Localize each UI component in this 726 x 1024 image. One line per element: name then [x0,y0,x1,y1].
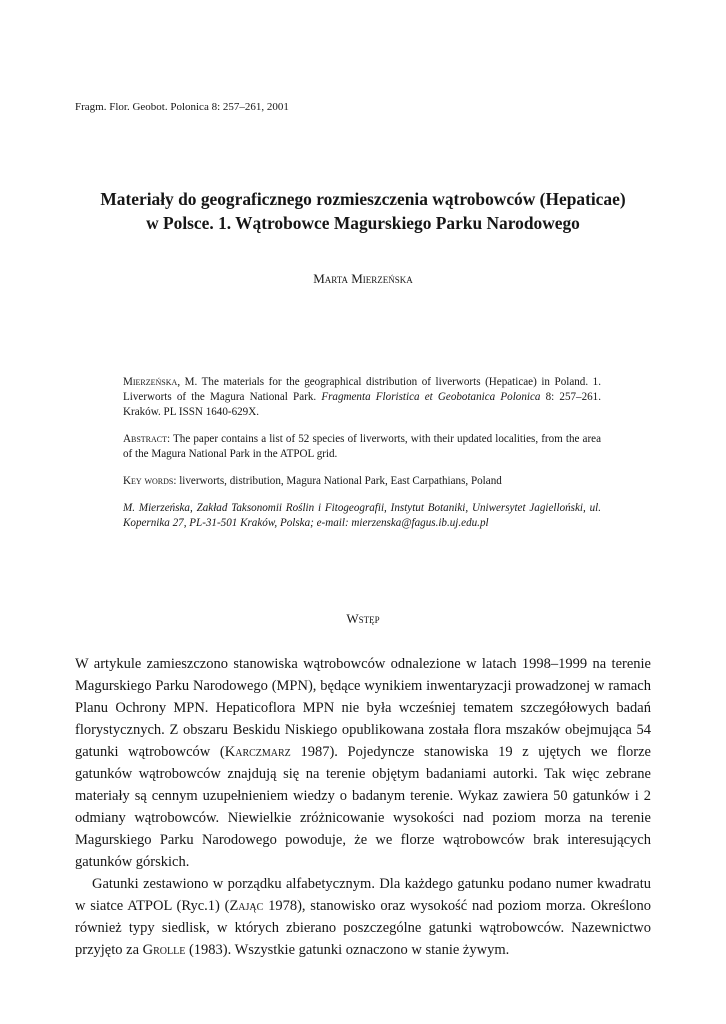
journal-reference: Fragm. Flor. Geobot. Polonica 8: 257–261, 2001 [75,101,289,113]
author-affiliation: M. Mierzeńska, Zakład Taksonomii Roślin i Fitogeografii, Instytut Botaniki, Uniwersytet Jagielloński, ul. Kopernika 27, PL-31-501 Kraków, Polska; e-mail: mierzenska@fagus.ib.uj.edu.pl [123,502,601,529]
keywords-text: : liverworts, distribution, Magura National Park, East Carpathians, Poland [173,475,502,487]
keywords [123,474,601,489]
citation-tail: 8: 257–261. Kraków. PL ISSN 1640-629X. [123,391,601,418]
author-name: Marta Mierzeńska [313,271,413,286]
abstract [123,432,601,462]
title-line-2: w Polsce. 1. Wątrobowce Magurskiego Parku Narodowego [146,213,580,233]
paragraph-text: (1983). Wszystkie gatunki oznaczono w stanie żywym. [185,942,510,958]
abstract-block [123,375,601,543]
citation-journal: Fragmenta Floristica et Geobotanica Polonica [321,391,541,403]
paragraph-text: 1987). Pojedyncze stanowiska 19 z ujętych we florze gatunków wątrobowców znajdują się na terenie objętym badaniami autorki. Tak więc zebrane materiały są cennym uzupełnieniem wiedzy o badanym terenie. Wykaz zawiera 50 gatunków i 2 odmiany wątrobowców. Niewielkie zróżnicowanie wysokości nad poziom morza na terenie Magurskiego Parku Narodowego powoduje, że we florze wątrobowców brak interesujących gatunków górskich. [75,744,651,870]
section-heading: Wstęp [346,611,380,626]
article-title [40,187,686,235]
title-line-1: Materiały do geograficznego rozmieszczenia wątrobowców (Hepaticae) [100,189,626,209]
citation-author: Mierzeńska [123,376,178,388]
abstract-text: : The paper contains a list of 52 species of liverworts, with their updated localities, from the area of the Magura National Park in the ATPOL grid. [123,433,601,460]
abstract-label: Abstract [123,433,168,445]
paragraph-text: W artykule zamieszczono stanowiska wątrobowców odnalezione w latach 1998–1999 na terenie Magurskiego Parku Narodowego (MPN), będące wynikiem inwentaryzacji prowadzonej w ramach Planu Ochrony MPN. Hepaticoflora MPN nie była wcześniej tematem szczegółowych badań florystycznych. Z obszaru Beskidu Niskiego opublikowana została flora mszaków obejmująca 54 gatunki wątrobowców ( [75,656,651,760]
citation-text: , M. The materials for the geographical distribution of liverworts (Hepaticae) in Poland. 1. Liverworts of the Magura National Park. [123,376,601,403]
body-text [75,653,651,961]
paragraph [75,873,651,961]
reference-author: Zając [229,898,264,914]
reference-author: Grolle [142,942,186,958]
reference-author: Karczmarz [224,744,291,760]
paragraph-text: 1978), stanowisko oraz wysokość nad poziom morza. Określono również typy siedlisk, w których zbierano poszczególne gatunki wątrobowców. Nazewnictwo przyjęto za [75,898,651,958]
citation [123,375,601,420]
paragraph-text: Gatunki zestawiono w porządku alfabetycznym. Dla każdego gatunku podano numer kwadratu w siatce ATPOL (Ryc.1) ( [75,876,651,914]
paragraph [75,653,651,873]
keywords-label: Key words [123,475,174,487]
